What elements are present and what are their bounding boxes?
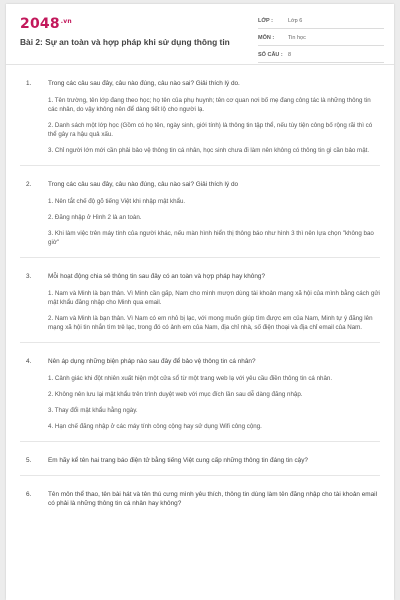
- question-text: Em hãy kể tên hai trang báo điện tử bằng tiếng Việt cung cấp những thông tin đáng tin cậy?: [48, 457, 308, 464]
- question-text: Trong các câu sau đây, câu nào đúng, câu nào sai? Giải thích lý do: [48, 181, 239, 188]
- lesson-title: Bài 2: Sự an toàn và hợp pháp khi sử dụng thông tin: [20, 37, 230, 47]
- question-1: [20, 79, 380, 155]
- question-list: [6, 65, 394, 508]
- option-item: 1. Cảnh giác khi đột nhiên xuất hiện một cửa sổ từ một trang web lạ với yêu cầu điền thông tin cá nhân.: [48, 375, 333, 382]
- option-item: 3. Khi làm việc trên máy tính của người khác, nếu màn hình hiển thị thông báo như hình 3 thì nên lựa chọn "không bao giờ": [48, 230, 374, 246]
- option-item: 2. Đăng nhập ở Hình 2 là an toàn.: [48, 214, 142, 221]
- divider: [20, 257, 380, 258]
- question-text: Nên áp dụng những biện pháp nào sau đây để bảo vệ thông tin cá nhân?: [48, 358, 256, 365]
- option-item: 2. Không nên lưu lại mật khẩu trên trình duyệt web với mục đích lần sau dễ dàng đăng nhập.: [48, 391, 303, 398]
- option-item: 3. Thay đổi mật khẩu hằng ngày.: [48, 407, 138, 414]
- worksheet-header: [6, 4, 394, 65]
- question-2: [20, 180, 380, 247]
- divider: [20, 165, 380, 166]
- logo-domain: .vn: [60, 18, 72, 25]
- meta-row-class: [258, 14, 384, 29]
- meta-value-count: 8: [288, 52, 292, 58]
- question-number: 5.: [26, 457, 32, 464]
- question-number: 2.: [26, 181, 32, 188]
- option-item: 1. Nên tắt chế độ gõ tiếng Việt khi nhập mật khẩu.: [48, 198, 186, 205]
- meta-key-count: SỐ CÂU :: [258, 52, 283, 58]
- meta-value-class: Lớp 6: [288, 18, 303, 24]
- question-text: Tên môn thể thao, tên bài hát và tên thú cưng mình yêu thích, thông tin dùng làm tên đăng nhập cho tài khoản email có phải là những thông tin cá nhân hay không?: [48, 491, 377, 507]
- meta-key-class: LỚP :: [258, 18, 273, 24]
- option-item: 3. Chỉ người lớn mới cần phải bảo vệ thông tin cá nhân, học sinh chưa đi làm nên không có thông tin gì cần bảo mật.: [48, 147, 370, 154]
- option-item: 2. Danh sách một lớp học (Gồm có họ tên, ngày sinh, giới tính) là thông tin tập thể, nếu tùy tiện công bố rộng rãi thì có thể gây ra hậu quả xấu.: [48, 122, 373, 138]
- question-text: Mỗi hoạt động chia sẻ thông tin sau đây có an toàn và hợp pháp hay không?: [48, 273, 266, 280]
- worksheet-page: [6, 4, 394, 600]
- question-5: [20, 456, 380, 465]
- question-number: 1.: [26, 80, 32, 87]
- question-3: [20, 272, 380, 332]
- divider: [20, 342, 380, 343]
- question-4: [20, 357, 380, 431]
- site-logo[interactable]: [20, 16, 72, 32]
- divider: [20, 441, 380, 442]
- lesson-meta: [258, 14, 384, 65]
- option-item: 4. Hạn chế đăng nhập ở các máy tính công cộng hay sử dụng Wifi công cộng.: [48, 423, 262, 430]
- meta-key-subject: MÔN :: [258, 35, 275, 41]
- question-number: 6.: [26, 491, 32, 498]
- option-item: 1. Nam và Minh là bạn thân. Vì Minh cần gấp, Nam cho mình mượn dùng tài khoản mạng xã hội của mình bằng cách gửi mật khẩu đăng nhập cho Minh qua email.: [48, 290, 380, 306]
- option-item: 2. Nam và Minh là bạn thân. Vì Nam có em nhỏ bị lạc, với mong muốn giúp tìm được em của Nam, Minh tự ý đăng lên mạng xã hội tin nhắn tìm trẻ lạc, trong đó có ảnh em của Nam, địa chỉ nhà, số điện thoại và địa chỉ email của Nam.: [48, 315, 373, 331]
- question-number: 4.: [26, 358, 32, 365]
- logo-text: 2048: [20, 16, 60, 32]
- question-number: 3.: [26, 273, 32, 280]
- meta-row-count: [258, 48, 384, 63]
- option-item: 1. Tên trường, tên lớp đang theo học; họ tên của phụ huynh; tên cơ quan nơi bố mẹ đang công tác là những thông tin các nhân, do vậy không nên để dàng tiết lộ cho người lạ.: [48, 97, 371, 113]
- question-text: Trong các câu sau đây, câu nào đúng, câu nào sai? Giải thích lý do.: [48, 80, 240, 87]
- meta-value-subject: Tin học: [288, 35, 306, 41]
- divider: [20, 475, 380, 476]
- question-6: [20, 490, 380, 508]
- meta-row-subject: [258, 31, 384, 46]
